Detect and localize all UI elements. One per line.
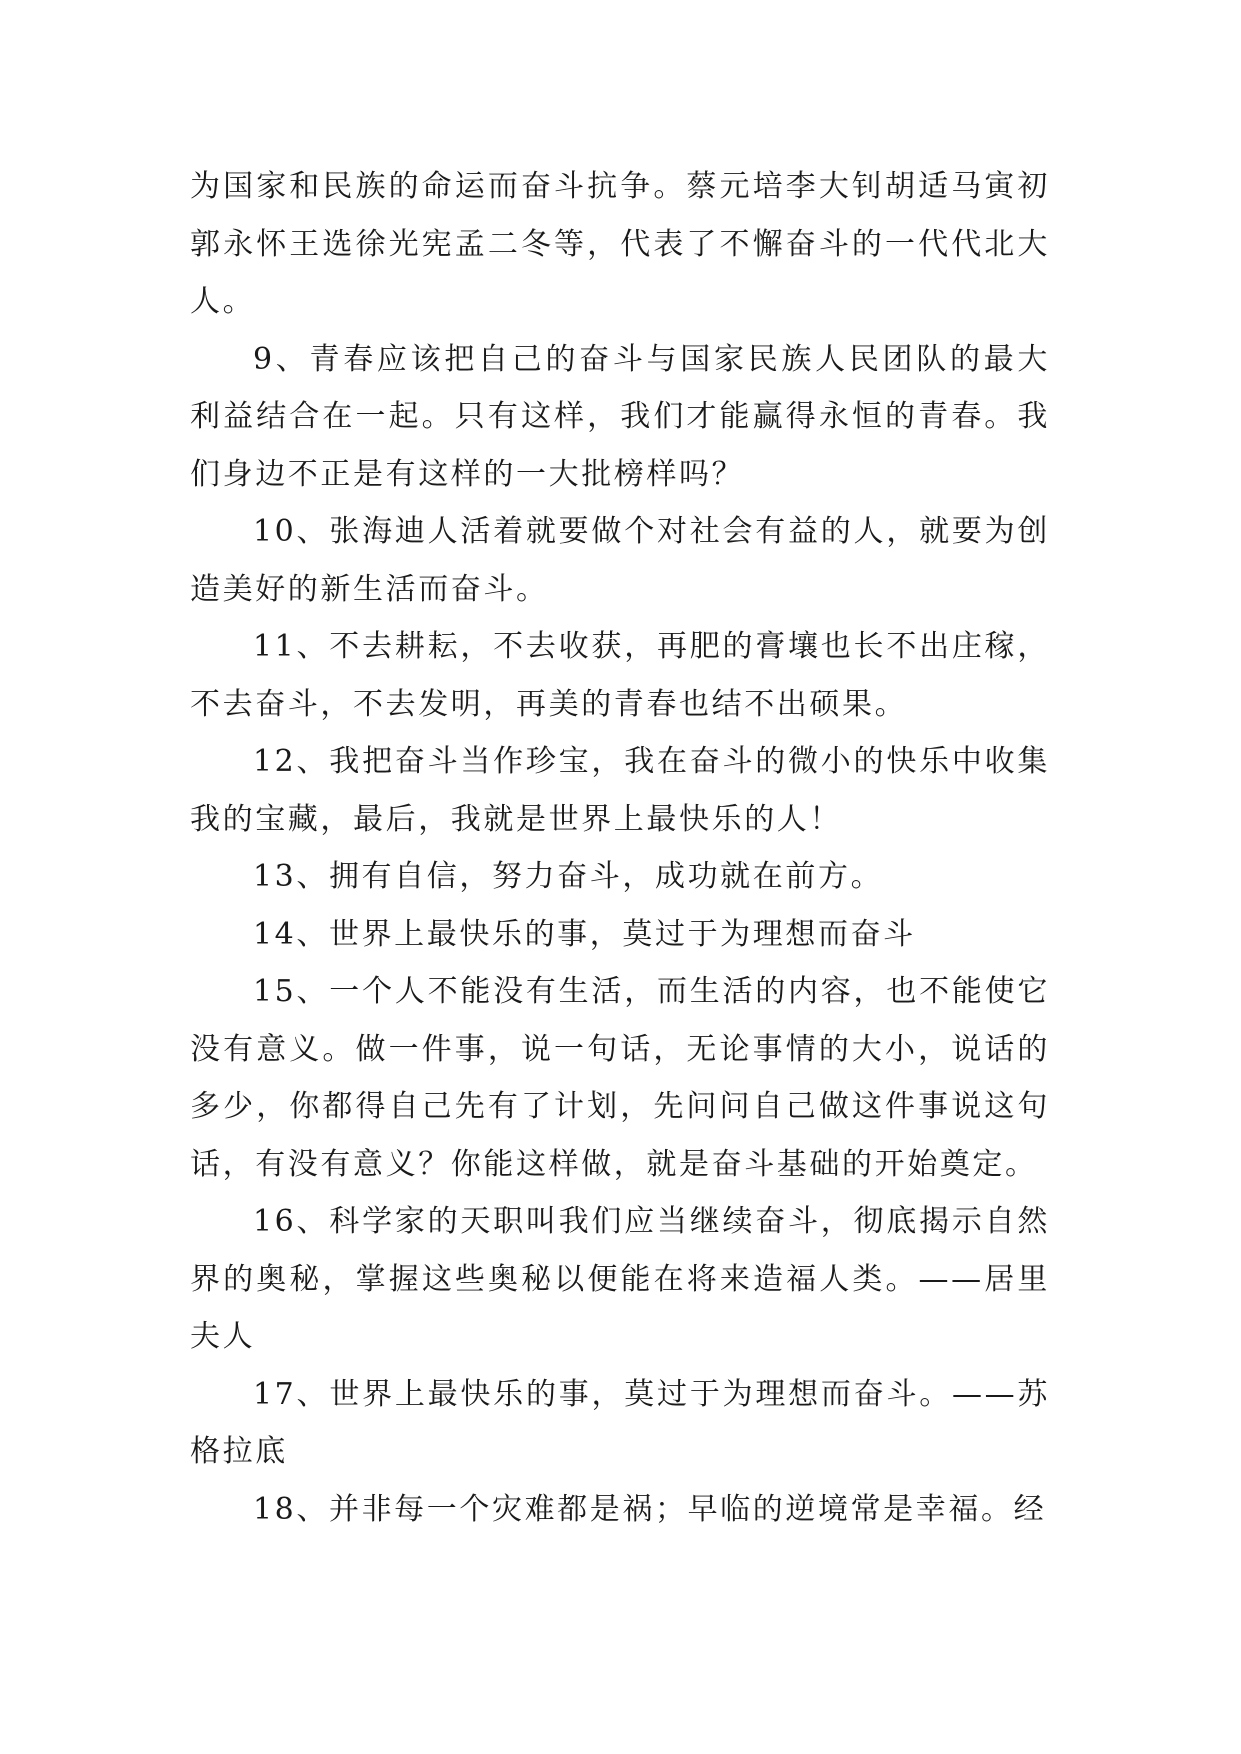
paragraph-item-12: 12、我把奋斗当作珍宝，我在奋斗的微小的快乐中收集我的宝藏，最后，我就是世界上最快乐的人！ [190, 744, 1050, 837]
paragraph-item-13: 13、拥有自信，努力奋斗，成功就在前方。 [253, 859, 884, 894]
paragraph-item-14: 14、世界上最快乐的事，莫过于为理想而奋斗 [253, 916, 916, 952]
paragraph-item-16: 16、科学家的天职叫我们应当继续奋斗，彻底揭示自然界的奥秘，掌握这些奥秘以便能在将来造福人类。——居里夫人 [190, 1204, 1050, 1354]
paragraph-item-18: 18、并非每一个灾难都是祸；早临的逆境常是幸福。经 [253, 1491, 1047, 1527]
paragraph-item-10: 10、张海迪人活着就要做个对社会有益的人，就要为创造美好的新生活而奋斗。 [190, 514, 1050, 607]
document-body [190, 158, 1050, 1538]
paragraph-item-11: 11、不去耕耘，不去收获，再肥的膏壤也长不出庄稼，不去奋斗，不去发明，再美的青春也结不出硕果。 [190, 629, 1050, 722]
paragraph-continuation: 为国家和民族的命运而奋斗抗争。蔡元培李大钊胡适马寅初郭永怀王选徐光宪孟二冬等，代表了不懈奋斗的一代代北大人。 [190, 169, 1050, 319]
paragraph-item-9: 9、青春应该把自己的奋斗与国家民族人民团队的最大利益结合在一起。只有这样，我们才能赢得永恒的青春。我们身边不正是有这样的一大批榜样吗？ [190, 341, 1050, 492]
paragraph-item-17: 17、世界上最快乐的事，莫过于为理想而奋斗。——苏格拉底 [190, 1376, 1050, 1469]
paragraph-item-15: 15、一个人不能没有生活，而生活的内容，也不能使它没有意义。做一件事，说一句话，无论事情的大小，说话的多少，你都得自己先有了计划，先问问自己做这件事说这句话，有没有意义？你能这样做，就是奋斗基础的开始奠定。 [190, 974, 1050, 1182]
